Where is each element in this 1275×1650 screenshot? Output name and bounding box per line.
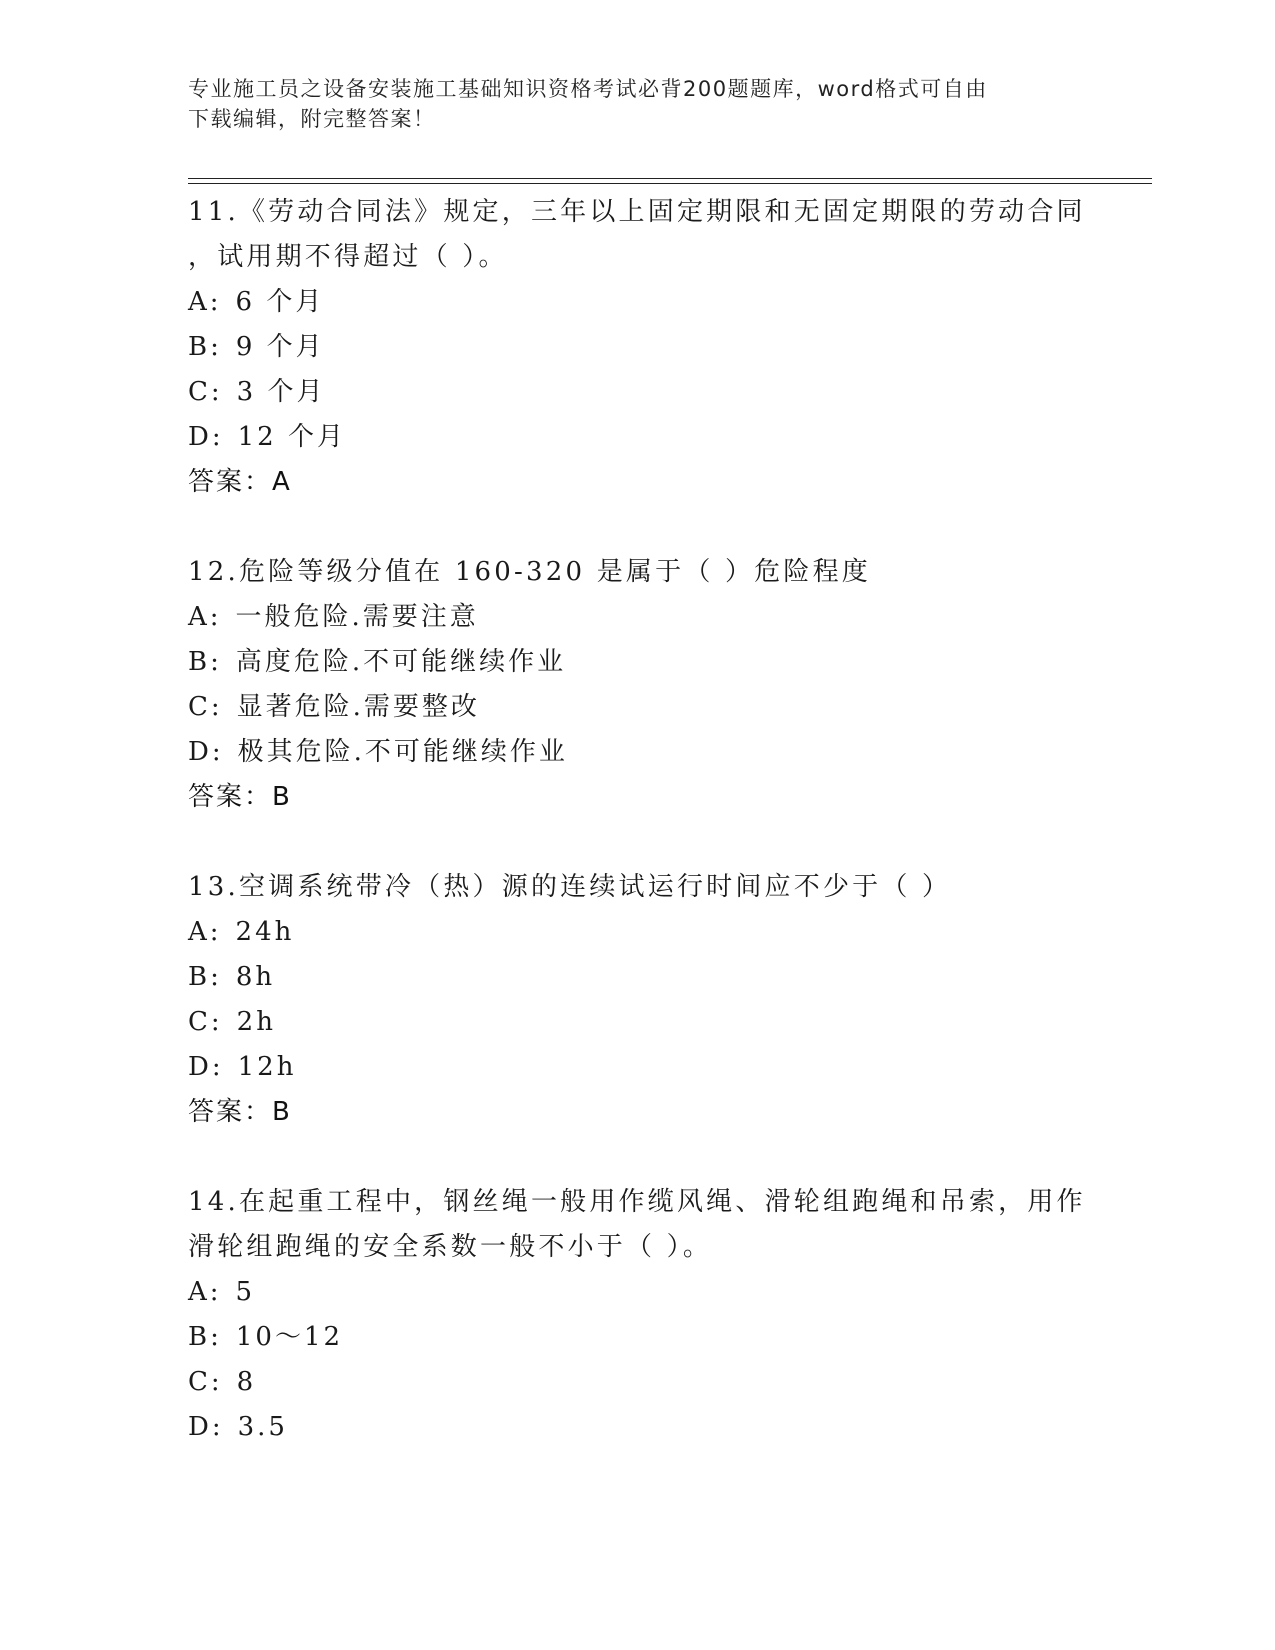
question-stem-line: 14.在起重工程中，钢丝绳一般用作缆风绳、滑轮组跑绳和吊索，用作	[188, 1187, 1086, 1217]
answer-line: 答案：A	[188, 467, 292, 497]
option-b	[188, 325, 1088, 370]
option-letter: A:	[188, 602, 222, 632]
option-text: 5	[235, 1277, 256, 1307]
header-divider-bottom	[188, 183, 1152, 184]
option-c	[188, 370, 1088, 415]
option-a	[188, 280, 1088, 325]
option-a	[188, 595, 1088, 640]
question-spacer	[188, 1135, 1088, 1180]
option-text: 3 个月	[236, 377, 326, 407]
option-text: 10～12	[235, 1322, 344, 1352]
question-spacer	[188, 820, 1088, 865]
document-header	[188, 74, 1068, 134]
answer-line: 答案：B	[188, 782, 292, 812]
option-text: 6 个月	[235, 287, 325, 317]
question-stem-line: ，试用期不得超过（ ）。	[188, 242, 508, 272]
question-list	[188, 190, 1088, 1450]
option-letter: A:	[188, 1277, 222, 1307]
option-text: 12h	[237, 1052, 297, 1082]
option-text: 9 个月	[235, 332, 325, 362]
header-line-1: 专业施工员之设备安装施工基础知识资格考试必背200题题库，word格式可自由	[188, 77, 988, 101]
option-text: 极其危险.不可能继续作业	[237, 737, 568, 767]
option-text: 24h	[235, 917, 295, 947]
option-letter: C:	[188, 692, 223, 722]
question-stem-line: 11.《劳动合同法》规定，三年以上固定期限和无固定期限的劳动合同	[188, 197, 1086, 227]
question-stem-line: 12.危险等级分值在 160-320 是属于（ ）危险程度	[188, 557, 871, 587]
option-c	[188, 685, 1088, 730]
option-text: 12 个月	[237, 422, 346, 452]
question-14	[188, 1180, 1088, 1450]
option-text: 8h	[235, 962, 276, 992]
question-12	[188, 550, 1088, 820]
option-d	[188, 1045, 1088, 1090]
option-text: 8	[236, 1367, 257, 1397]
option-letter: C:	[188, 1007, 223, 1037]
option-letter: B:	[188, 962, 222, 992]
option-text: 显著危险.需要整改	[236, 692, 480, 722]
option-text: 高度危险.不可能继续作业	[235, 647, 567, 677]
option-letter: C:	[188, 377, 223, 407]
option-letter: D:	[188, 1412, 224, 1442]
option-d	[188, 1405, 1088, 1450]
option-a	[188, 1270, 1088, 1315]
question-stem-line: 13.空调系统带冷（热）源的连续试运行时间应不少于（ ）	[188, 872, 952, 902]
option-text: 一般危险.需要注意	[235, 602, 479, 632]
question-11	[188, 190, 1088, 505]
option-b	[188, 640, 1088, 685]
option-d	[188, 730, 1088, 775]
header-line-2: 下载编辑，附完整答案！	[188, 107, 436, 131]
question-spacer	[188, 505, 1088, 550]
option-letter: D:	[188, 737, 224, 767]
option-text: 3.5	[237, 1412, 288, 1442]
answer-line: 答案：B	[188, 1097, 292, 1127]
question-13	[188, 865, 1088, 1135]
option-letter: B:	[188, 332, 222, 362]
option-letter: B:	[188, 647, 222, 677]
option-letter: B:	[188, 1322, 222, 1352]
option-letter: D:	[188, 1052, 224, 1082]
question-stem-line: 滑轮组跑绳的安全系数一般不小于（ ）。	[188, 1232, 713, 1262]
option-letter: D:	[188, 422, 224, 452]
option-text: 2h	[236, 1007, 276, 1037]
option-d	[188, 415, 1088, 460]
option-c	[188, 1360, 1088, 1405]
option-a	[188, 910, 1088, 955]
option-letter: A:	[188, 917, 222, 947]
option-letter: A:	[188, 287, 222, 317]
option-b	[188, 955, 1088, 1000]
option-letter: C:	[188, 1367, 223, 1397]
option-c	[188, 1000, 1088, 1045]
header-divider-top	[188, 178, 1152, 179]
option-b	[188, 1315, 1088, 1360]
